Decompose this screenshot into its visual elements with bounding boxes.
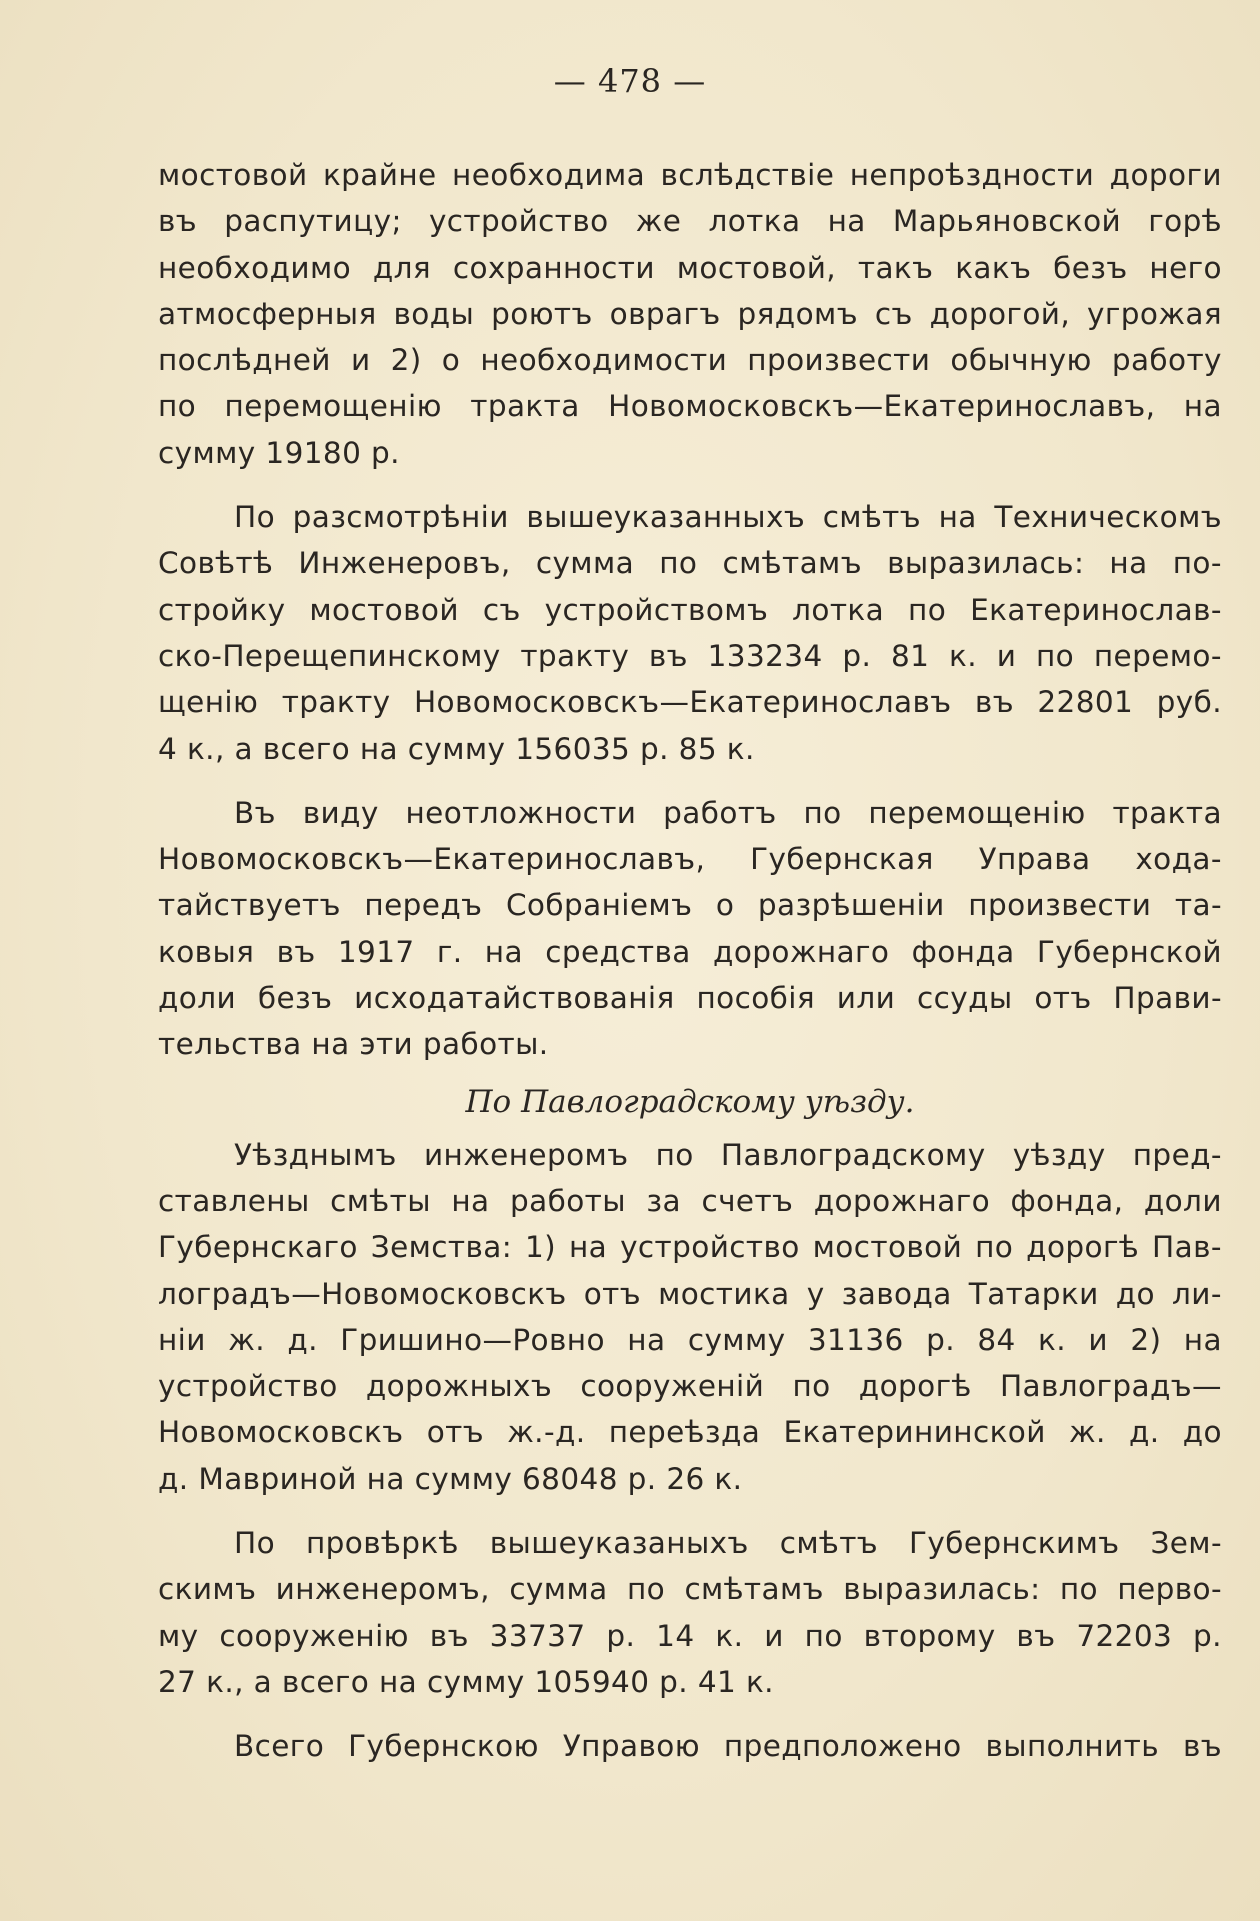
first-section — [158, 152, 1222, 1068]
word: перемощенію — [868, 795, 1086, 830]
word: на — [627, 1322, 666, 1357]
word: атмосферныя — [158, 296, 377, 331]
word: сооруженію — [219, 1618, 409, 1653]
word: ж.-д. — [507, 1415, 586, 1450]
word: произвести — [747, 343, 931, 378]
word: работъ — [663, 795, 777, 830]
paragraph-gap — [158, 476, 1222, 494]
word: для — [372, 250, 432, 285]
text-line — [158, 975, 1222, 1021]
word: него — [1149, 250, 1222, 285]
word: сооруженій — [580, 1369, 765, 1404]
word: крайне — [322, 158, 437, 192]
word: по- — [1172, 546, 1222, 581]
word: по — [908, 592, 947, 627]
word: съ — [874, 296, 913, 331]
word: Управою — [562, 1729, 700, 1764]
text-line — [158, 679, 1222, 725]
word: на — [484, 934, 523, 969]
word: или — [836, 981, 896, 1016]
text-line: сумму 19180 р. — [158, 435, 400, 470]
text-line — [158, 929, 1222, 975]
word: тракта — [1112, 795, 1222, 830]
word: лоградъ—Новомосковскъ — [158, 1276, 567, 1311]
word: мостовой — [158, 158, 308, 192]
word: ковыя — [158, 934, 255, 969]
word: скимъ — [158, 1572, 257, 1607]
word: виду — [302, 795, 379, 830]
text-line — [158, 1132, 1222, 1178]
word: передъ — [364, 888, 483, 923]
word: смѣтамъ — [684, 1572, 824, 1607]
text-line — [158, 337, 1222, 383]
word: послѣдней — [158, 343, 331, 378]
word: щенію — [158, 685, 259, 720]
section-heading: По Павлоградскому уѣзду. — [465, 1083, 915, 1120]
word: необходимости — [480, 343, 728, 378]
paragraph — [158, 152, 1222, 476]
word: второму — [863, 1618, 996, 1653]
text-line — [158, 790, 1222, 836]
paragraph — [158, 1520, 1222, 1705]
word: ставлены — [158, 1183, 310, 1218]
word: руб. — [1156, 685, 1222, 720]
text-line — [158, 383, 1222, 429]
text-line: тельства на эти работы. — [158, 1027, 549, 1062]
word: Уѣзднымъ — [234, 1137, 397, 1172]
word: г. — [436, 934, 463, 969]
word: уѣзду — [1012, 1137, 1106, 1172]
word: съ — [482, 592, 521, 627]
word: роютъ — [491, 296, 593, 331]
word: дороги — [1109, 158, 1222, 192]
paragraph-gap — [158, 772, 1222, 790]
word: Гришино—Ровно — [340, 1322, 605, 1357]
word: Павлоградъ— — [999, 1369, 1222, 1404]
word: у — [806, 1276, 825, 1311]
word: какъ — [955, 250, 1032, 285]
word: Губернскою — [348, 1729, 539, 1764]
word: необходима — [452, 158, 646, 192]
word: по — [803, 795, 842, 830]
word: лотка — [792, 592, 885, 627]
word: Новомосковскъ—Екатеринославъ, — [608, 389, 1156, 424]
text-line — [158, 1409, 1222, 1455]
word: Губернской — [1036, 934, 1222, 969]
word: до — [1182, 1415, 1222, 1450]
paragraph — [158, 1723, 1222, 1769]
word: Прави- — [1113, 981, 1222, 1016]
word: о — [441, 343, 461, 378]
word: разрѣшеніи — [757, 888, 945, 923]
word: По — [234, 1526, 276, 1561]
pavlograd-section — [158, 1132, 1222, 1770]
word: отъ — [1034, 981, 1092, 1016]
word: по — [975, 1230, 1014, 1265]
word: ніи — [158, 1322, 206, 1357]
word: распутицу; — [224, 204, 402, 239]
word: вслѣдствіе — [660, 158, 835, 192]
word: 1917 — [337, 934, 415, 969]
word: Совѣтѣ — [158, 546, 274, 581]
word: Пав- — [1152, 1230, 1222, 1265]
word: Земства: — [370, 1230, 513, 1265]
word: дорогѣ — [858, 1369, 972, 1404]
word: же — [635, 204, 682, 239]
word: д. — [287, 1322, 318, 1357]
text-line — [158, 587, 1222, 633]
text-line — [158, 1723, 1222, 1769]
word: провѣркѣ — [305, 1526, 459, 1561]
word: 31136 — [807, 1322, 904, 1357]
word: доли — [1143, 1183, 1222, 1218]
word: отъ — [583, 1276, 642, 1311]
text-line — [158, 882, 1222, 928]
word: перво- — [1117, 1572, 1222, 1607]
text-line — [158, 245, 1222, 291]
word: завода — [841, 1276, 952, 1311]
word: безъ — [1053, 250, 1128, 285]
word: тракту — [281, 685, 391, 720]
word: инженеромъ — [423, 1137, 629, 1172]
word: фонда — [911, 934, 1015, 969]
word: въ — [276, 934, 316, 969]
word: Губернскимъ — [908, 1526, 1120, 1561]
text-line — [158, 494, 1222, 540]
word: оврагъ — [609, 296, 721, 331]
word: 33737 — [489, 1618, 586, 1653]
word: По — [234, 500, 276, 535]
word: предположено — [723, 1729, 962, 1764]
text-line: д. Мавриной на сумму 68048 р. 26 к. — [158, 1461, 743, 1496]
word: тракту — [520, 638, 630, 673]
word: произвести — [968, 888, 1152, 923]
word: отъ — [426, 1415, 484, 1450]
word: лотка — [708, 204, 801, 239]
word: дорогѣ — [1026, 1230, 1140, 1265]
word: работу — [1111, 343, 1222, 378]
word: пред- — [1132, 1137, 1222, 1172]
word: до — [1115, 1276, 1155, 1311]
word: сохранности — [452, 250, 655, 285]
word: мостика — [658, 1276, 790, 1311]
word: 22801 — [1037, 685, 1134, 720]
word: Екатерининской — [783, 1415, 1046, 1450]
word: работы — [510, 1183, 626, 1218]
word: р. — [842, 638, 872, 673]
word: смѣтамъ — [722, 546, 862, 581]
text-line — [158, 291, 1222, 337]
word: по — [1059, 1572, 1098, 1607]
paragraph — [158, 494, 1222, 772]
word: по — [659, 546, 698, 581]
word: по — [655, 1137, 694, 1172]
text-line — [158, 540, 1222, 586]
word: Екатеринослав- — [970, 592, 1222, 627]
paragraph-gap — [158, 1705, 1222, 1723]
word: Татарки — [968, 1276, 1099, 1311]
word: 1) — [525, 1230, 557, 1265]
word: Марьяновской — [892, 204, 1122, 239]
word: Губернская — [750, 842, 934, 877]
word: на — [569, 1230, 608, 1265]
word: въ — [648, 638, 688, 673]
word: переѣзда — [608, 1415, 761, 1450]
word: му — [158, 1618, 199, 1653]
word: за — [646, 1183, 681, 1218]
word: на — [827, 204, 866, 239]
word: необходимо — [158, 250, 352, 285]
word: 14 — [656, 1618, 695, 1653]
word: мостовой, — [676, 250, 837, 285]
word: на — [938, 500, 977, 535]
word: Зем- — [1150, 1526, 1222, 1561]
word: въ — [429, 1618, 469, 1653]
word: ссуды — [916, 981, 1013, 1016]
word: средства — [545, 934, 691, 969]
word: воды — [393, 296, 475, 331]
word: 84 — [977, 1322, 1016, 1357]
word: сумму — [687, 1322, 786, 1357]
word: 2) — [390, 343, 422, 378]
text-line — [158, 1224, 1222, 1270]
word: дорогой, — [929, 296, 1071, 331]
word: счетъ — [701, 1183, 794, 1218]
word: и — [350, 343, 371, 378]
word: перемо- — [1093, 638, 1222, 673]
word: такъ — [857, 250, 934, 285]
word: по — [1035, 638, 1075, 673]
word: доли — [158, 981, 237, 1016]
word: дорожныхъ — [365, 1369, 553, 1404]
word: 72203 — [1076, 1618, 1173, 1653]
word: о — [715, 888, 735, 923]
word: сумма — [509, 1572, 608, 1607]
paragraph-gap — [158, 1502, 1222, 1520]
word: 2) — [1130, 1322, 1162, 1357]
word: угрожая — [1087, 296, 1222, 331]
word: та- — [1174, 888, 1222, 923]
text-line — [158, 1317, 1222, 1363]
text-line — [158, 152, 1222, 198]
word: мостовой — [812, 1230, 963, 1265]
word: рядомъ — [737, 296, 858, 331]
word: устройство — [428, 204, 609, 239]
word: вышеуказанныхъ — [526, 500, 806, 535]
word: устройствомъ — [544, 592, 769, 627]
word: мостовой — [309, 592, 459, 627]
word: Управа — [978, 842, 1091, 877]
word: фонда, — [1010, 1183, 1124, 1218]
word: и — [996, 638, 1017, 673]
text-line: 27 к., а всего на сумму 105940 р. 41 к. — [158, 1664, 774, 1699]
word: по — [792, 1369, 831, 1404]
word: перемощенію — [224, 389, 442, 424]
word: ско-Перещепинскому — [158, 638, 501, 673]
word: безъ — [257, 981, 333, 1016]
word: к. — [715, 1618, 744, 1653]
text-line — [158, 1613, 1222, 1659]
word: по — [804, 1618, 843, 1653]
word: смѣтъ — [822, 500, 922, 535]
text-line — [158, 836, 1222, 882]
word: ж. — [1069, 1415, 1106, 1450]
word: ж. — [228, 1322, 265, 1357]
word: устройство — [620, 1230, 800, 1265]
text-line — [158, 1271, 1222, 1317]
word: исходатайствованія — [354, 981, 675, 1016]
word: 81 — [890, 638, 930, 673]
word: смѣтъ — [779, 1526, 879, 1561]
word: пособія — [696, 981, 815, 1016]
word: ли- — [1172, 1276, 1222, 1311]
text-line: 4 к., а всего на сумму 156035 р. 85 к. — [158, 731, 755, 766]
word: Техническомъ — [994, 500, 1222, 535]
word: выразилась: — [843, 1572, 1041, 1607]
word: по — [158, 389, 197, 424]
word: на — [451, 1183, 490, 1218]
word: выполнить — [985, 1729, 1160, 1764]
text-line — [158, 1520, 1222, 1566]
word: въ — [1016, 1618, 1056, 1653]
word: неотложности — [405, 795, 637, 830]
word: по — [626, 1572, 666, 1607]
word: Инженеровъ, — [298, 546, 511, 581]
body-text — [158, 152, 1222, 1770]
word: выразилась: — [887, 546, 1085, 581]
word: Павлоградскому — [720, 1137, 986, 1172]
word: и — [764, 1618, 784, 1653]
text-line — [158, 633, 1222, 679]
word: въ — [974, 685, 1014, 720]
word: р. — [926, 1322, 955, 1357]
word: р. — [1193, 1618, 1222, 1653]
word: и — [1088, 1322, 1108, 1357]
word: тракта — [470, 389, 580, 424]
word: дорожнаго — [713, 934, 890, 969]
word: инженеромъ, — [275, 1572, 490, 1607]
word: Губернскаго — [158, 1230, 358, 1265]
word: на — [1183, 389, 1222, 424]
word: сумма — [535, 546, 635, 581]
word: к. — [1038, 1322, 1067, 1357]
word: непроѣздности — [849, 158, 1095, 192]
word: на — [1109, 546, 1148, 581]
word: 133234 — [707, 638, 823, 673]
word: устройство — [158, 1369, 338, 1404]
text-line — [158, 198, 1222, 244]
word: д. — [1128, 1415, 1160, 1450]
text-line — [158, 1178, 1222, 1224]
word: въ — [158, 204, 198, 239]
word: разсмотрѣніи — [292, 500, 509, 535]
word: горѣ — [1148, 204, 1222, 239]
word: вышеуказаныхъ — [489, 1526, 749, 1561]
word: Новомосковскъ—Екатеринославъ — [413, 685, 952, 720]
word: стройку — [158, 592, 286, 627]
word: к. — [949, 638, 977, 673]
word: Въ — [234, 795, 276, 830]
paragraph — [158, 790, 1222, 1068]
page-number: — 478 — — [553, 62, 707, 100]
text-line — [158, 1363, 1222, 1409]
word: въ — [1182, 1729, 1222, 1764]
word: Новомосковскъ—Екатеринославъ, — [158, 842, 706, 877]
word: хода- — [1135, 842, 1222, 877]
text-line — [158, 1566, 1222, 1612]
word: Новомосковскъ — [158, 1415, 404, 1450]
paragraph — [158, 1132, 1222, 1502]
word: на — [1183, 1322, 1222, 1357]
word: дорожнаго — [813, 1183, 991, 1218]
word: Собраніемъ — [505, 888, 693, 923]
word: смѣты — [330, 1183, 431, 1218]
word: р. — [606, 1618, 636, 1653]
word: обычную — [950, 343, 1092, 378]
word: Всего — [234, 1729, 325, 1764]
word: тайствуетъ — [158, 888, 341, 923]
